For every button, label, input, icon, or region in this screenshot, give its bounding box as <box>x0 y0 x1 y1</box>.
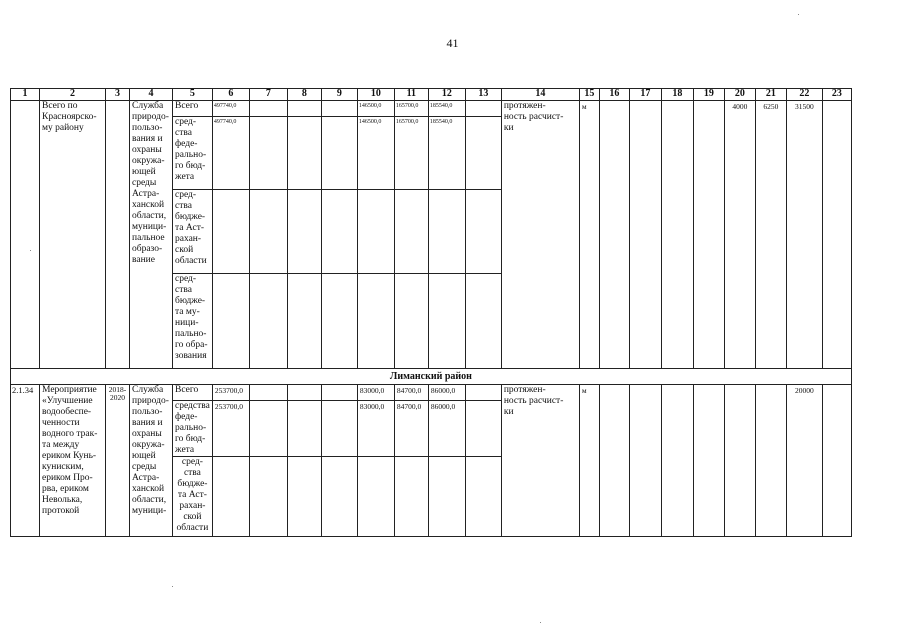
amount-cell: 86000,0 <box>428 385 465 401</box>
column-number: 3 <box>106 89 130 101</box>
empty-cell <box>249 101 287 117</box>
empty-cell <box>465 401 501 457</box>
column-number-row <box>11 89 852 101</box>
indicator-value-cell: 31500 <box>786 101 822 369</box>
empty-cell <box>287 190 321 274</box>
column-number: 21 <box>755 89 786 101</box>
empty-cell <box>661 385 693 537</box>
empty-cell <box>249 190 287 274</box>
empty-cell <box>465 457 501 537</box>
amount-cell: 253700,0 <box>212 401 249 457</box>
funding-source-cell: сред- ства бюдже- та Аст- рахан- ской области <box>173 190 213 274</box>
empty-cell <box>287 401 321 457</box>
indicator-cell: протяжен- ность расчист- ки <box>501 385 579 537</box>
empty-cell <box>693 101 724 369</box>
table-row <box>11 101 852 117</box>
row-number-cell <box>11 101 40 369</box>
empty-cell <box>724 385 755 537</box>
empty-cell <box>661 101 693 369</box>
amount-cell <box>357 190 394 274</box>
column-number: 16 <box>599 89 629 101</box>
unit-cell: м <box>579 385 599 537</box>
column-number: 15 <box>579 89 599 101</box>
column-number: 1 <box>11 89 40 101</box>
empty-cell <box>249 117 287 190</box>
empty-cell <box>599 101 629 369</box>
years-cell: 2018- 2020 <box>106 385 130 537</box>
amount-cell: 84700,0 <box>394 401 428 457</box>
empty-cell <box>321 101 357 117</box>
empty-cell <box>249 385 287 401</box>
empty-cell <box>287 101 321 117</box>
amount-cell: 165700,0 <box>394 117 428 190</box>
column-number: 5 <box>173 89 213 101</box>
table-row <box>11 385 852 401</box>
empty-cell <box>249 401 287 457</box>
empty-cell <box>693 385 724 537</box>
amount-cell <box>394 274 428 369</box>
empty-cell <box>599 385 629 537</box>
column-number: 19 <box>693 89 724 101</box>
column-number: 8 <box>287 89 321 101</box>
funding-source-cell: Всего <box>173 385 213 401</box>
empty-cell <box>321 401 357 457</box>
indicator-value-cell: 4000 <box>724 101 755 369</box>
amount-cell <box>212 190 249 274</box>
empty-cell <box>629 101 661 369</box>
column-number: 6 <box>212 89 249 101</box>
empty-cell <box>287 274 321 369</box>
section-title: Лиманский район <box>11 369 852 385</box>
column-number: 2 <box>40 89 106 101</box>
empty-cell <box>287 457 321 537</box>
empty-cell <box>287 385 321 401</box>
empty-cell <box>755 385 786 537</box>
amount-cell <box>212 457 249 537</box>
amount-cell <box>428 274 465 369</box>
column-number: 13 <box>465 89 501 101</box>
amount-cell: 86000,0 <box>428 401 465 457</box>
column-number: 14 <box>501 89 579 101</box>
amount-cell <box>357 457 394 537</box>
empty-cell <box>629 385 661 537</box>
column-number: 9 <box>321 89 357 101</box>
column-number: 18 <box>661 89 693 101</box>
empty-cell <box>822 385 851 537</box>
funding-source-cell: средства феде- рально- го бюд- жета <box>173 401 213 457</box>
program-table <box>10 88 852 537</box>
row-number-cell: 2.1.34 <box>11 385 40 537</box>
amount-cell: 165700,0 <box>394 101 428 117</box>
column-number: 23 <box>822 89 851 101</box>
column-number: 7 <box>249 89 287 101</box>
amount-cell <box>428 457 465 537</box>
empty-cell <box>249 274 287 369</box>
column-number: 11 <box>394 89 428 101</box>
empty-cell <box>465 274 501 369</box>
amount-cell <box>357 274 394 369</box>
amount-cell <box>394 190 428 274</box>
years-cell <box>106 101 130 369</box>
scan-speck <box>540 622 541 623</box>
executor-cell: Служба природо- пользо- вания и охраны окружа- ющей среды Астра- ханской области, муници- пальное образо- вание <box>130 101 173 369</box>
empty-cell <box>321 117 357 190</box>
empty-cell <box>465 385 501 401</box>
empty-cell <box>321 385 357 401</box>
column-number: 20 <box>724 89 755 101</box>
amount-cell: 497740,0 <box>212 117 249 190</box>
amount-cell <box>212 274 249 369</box>
amount-cell <box>394 457 428 537</box>
column-number: 10 <box>357 89 394 101</box>
amount-cell: 83000,0 <box>357 401 394 457</box>
funding-source-cell: сред- ства бюдже- та Аст- рахан- ской области <box>173 457 213 537</box>
section-header-row <box>11 369 852 385</box>
column-number: 4 <box>130 89 173 101</box>
empty-cell <box>321 190 357 274</box>
indicator-value-cell: 20000 <box>786 385 822 537</box>
empty-cell <box>249 457 287 537</box>
empty-cell <box>321 457 357 537</box>
indicator-cell: протяжен- ность расчист- ки <box>501 101 579 369</box>
executor-cell: Служба природо- пользо- вания и охраны окружа- ющей среды Астра- ханской области, муници- <box>130 385 173 537</box>
amount-cell: 185540,0 <box>428 101 465 117</box>
amount-cell: 83000,0 <box>357 385 394 401</box>
empty-cell <box>287 117 321 190</box>
measure-name-cell: Всего по Красноярско- му району <box>40 101 106 369</box>
unit-cell: м <box>579 101 599 369</box>
empty-cell <box>465 190 501 274</box>
column-number: 12 <box>428 89 465 101</box>
amount-cell: 146500,0 <box>357 101 394 117</box>
funding-source-cell: Всего <box>173 101 213 117</box>
scan-speck <box>172 586 173 587</box>
amount-cell: 146500,0 <box>357 117 394 190</box>
column-number: 17 <box>629 89 661 101</box>
scan-speck <box>30 250 31 251</box>
empty-cell <box>822 101 851 369</box>
amount-cell <box>428 190 465 274</box>
empty-cell <box>465 101 501 117</box>
measure-name-cell: Мероприятие «Улучшение водообеспе- ченности водного трак- та между ериком Кунь- куниским, ериком Про- рва, ериком Неволька, протокой <box>40 385 106 537</box>
indicator-value-cell: 6250 <box>755 101 786 369</box>
amount-cell: 84700,0 <box>394 385 428 401</box>
page-number: 41 <box>446 36 459 50</box>
amount-cell: 253700,0 <box>212 385 249 401</box>
funding-source-cell: сред- ства феде- рально- го бюд- жета <box>173 117 213 190</box>
amount-cell: 497740,0 <box>212 101 249 117</box>
empty-cell <box>465 117 501 190</box>
scan-speck <box>798 14 799 15</box>
empty-cell <box>321 274 357 369</box>
amount-cell: 185540,0 <box>428 117 465 190</box>
column-number: 22 <box>786 89 822 101</box>
funding-source-cell: сред- ства бюдже- та му- ници- пально- го обра- зования <box>173 274 213 369</box>
